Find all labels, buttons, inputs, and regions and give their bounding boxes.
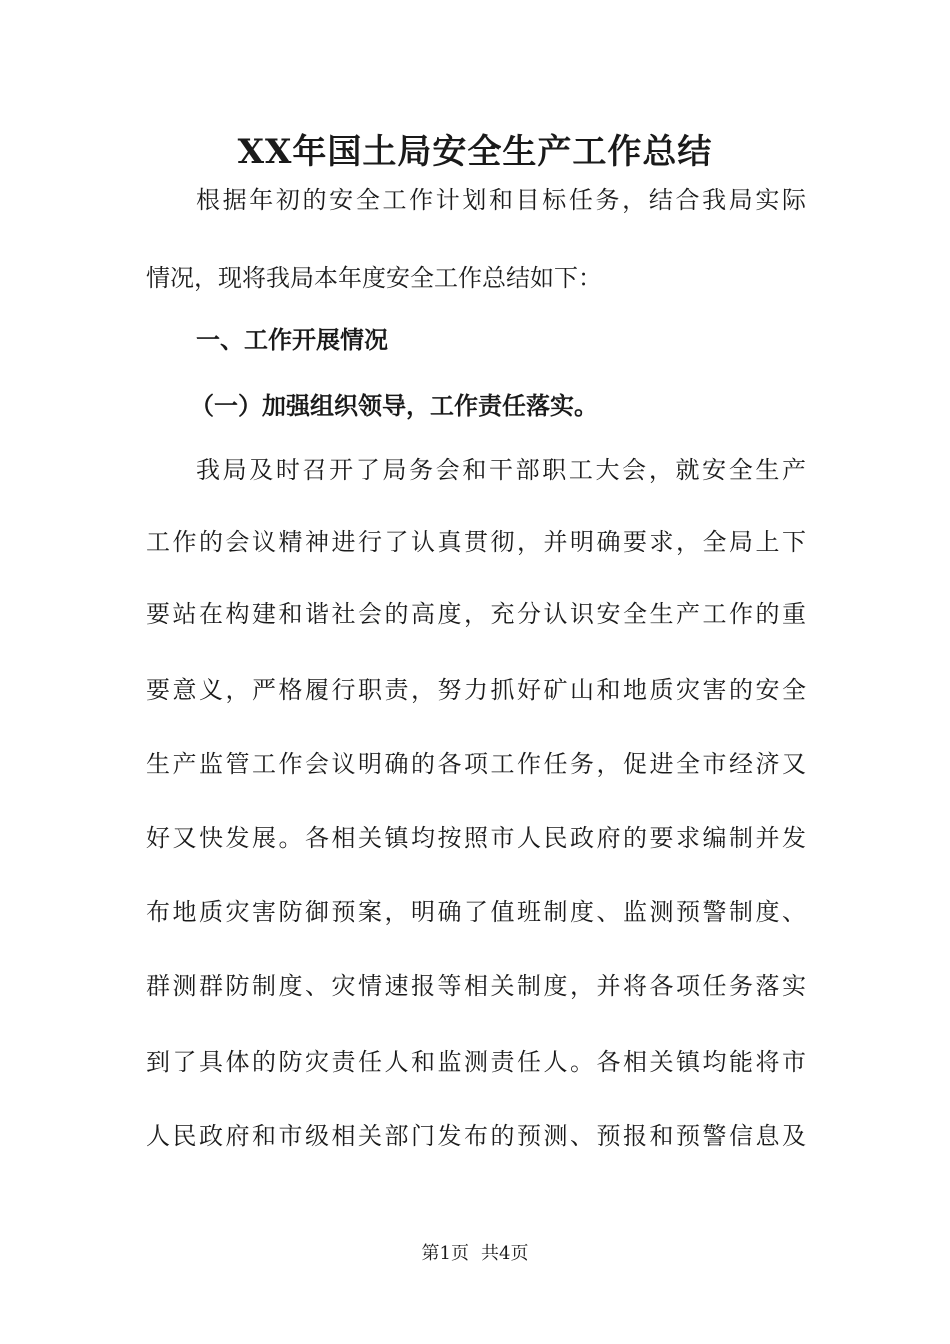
paragraph-line-2: 工作的会议精神进行了认真贯彻，并明确要求，全局上下 (146, 528, 806, 556)
paragraph-line-4: 要意义，严格履行职责，努力抓好矿山和地质灾害的安全 (146, 676, 806, 704)
paragraph-line-6: 好又快发展。各相关镇均按照市人民政府的要求编制并发 (146, 824, 806, 852)
intro-line-2: 情况，现将我局本年度安全工作总结如下： (146, 264, 602, 292)
document-title: XX年国土局安全生产工作总结 (237, 132, 713, 172)
paragraph-line-1: 我局及时召开了局务会和干部职工大会，就安全生产 (196, 456, 806, 484)
paragraph-line-7: 布地质灾害防御预案，明确了值班制度、监测预警制度、 (146, 898, 806, 926)
page-number: 第1页 (421, 1243, 469, 1264)
paragraph-line-3: 要站在构建和谐社会的高度，充分认识安全生产工作的重 (146, 600, 806, 628)
paragraph-line-9: 到了具体的防灾责任人和监测责任人。各相关镇均能将市 (146, 1048, 806, 1076)
intro-line-1: 根据年初的安全工作计划和目标任务，结合我局实际 (196, 186, 806, 214)
paragraph-line-10: 人民政府和市级相关部门发布的预测、预报和预警信息及 (146, 1122, 806, 1150)
page-total: 共4页 (481, 1243, 529, 1264)
subsection-heading: （一）加强组织领导，工作责任落实。 (190, 391, 598, 420)
paragraph-line-8: 群测群防制度、灾情速报等相关制度，并将各项任务落实 (146, 972, 806, 1000)
page-footer (0, 1242, 950, 1266)
section-heading: 一、工作开展情况 (196, 325, 388, 354)
paragraph-line-5: 生产监管工作会议明确的各项工作任务，促进全市经济又 (146, 750, 806, 778)
